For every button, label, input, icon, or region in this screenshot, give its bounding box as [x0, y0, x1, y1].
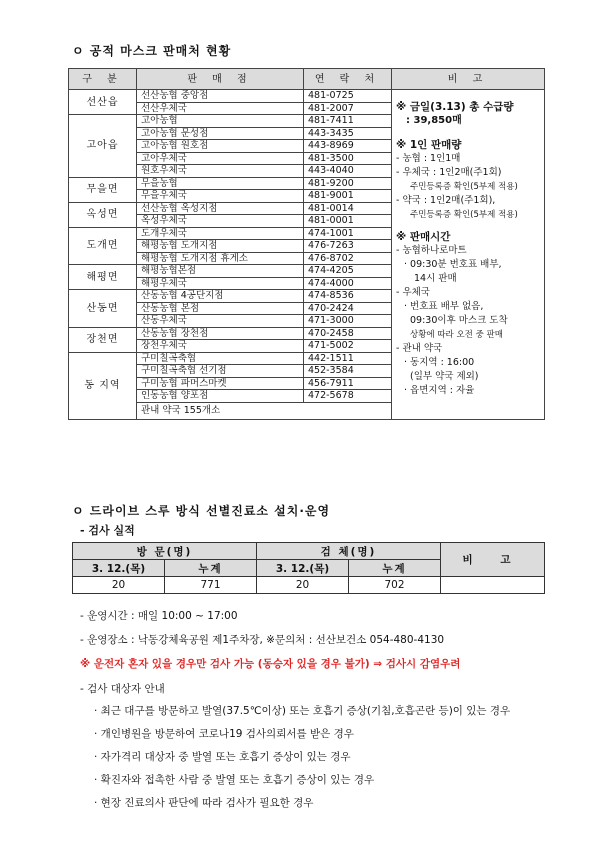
contact-cell: 476-8702	[304, 252, 392, 265]
contact-cell: 474-4000	[304, 277, 392, 290]
target-item: · 개인병원을 방문하여 코로나19 검사의뢰서를 받은 경우	[94, 728, 354, 740]
contact-cell: 481-7411	[304, 115, 392, 128]
store-name-cell: 선산농협 중앙점	[137, 90, 304, 103]
contact-cell: 474-4205	[304, 265, 392, 278]
contact-cell: 443-4040	[304, 165, 392, 178]
note-template	[396, 94, 540, 398]
store-name-cell: 고아농협 원호점	[137, 140, 304, 153]
region-cell: 도개면	[69, 227, 137, 265]
store-name-cell: 고아농협	[137, 115, 304, 128]
region-cell: 옥성면	[69, 202, 137, 227]
test-results-subtitle: - 검사 실적	[80, 524, 135, 537]
contact-cell: 476-7263	[304, 240, 392, 253]
store-name-cell: 산동농협 본점	[137, 302, 304, 315]
time-post: - 우체국	[396, 287, 430, 298]
section-title-mask-sales: ㅇ 공적 마스크 판매처 현황	[72, 44, 232, 58]
store-name-cell: 고아농협 문성점	[137, 127, 304, 140]
store-name-cell: 장천우체국	[137, 340, 304, 353]
store-name-cell: 원호우체국	[137, 165, 304, 178]
limit-pharm: - 약국 : 1인2매(주1회),	[396, 195, 496, 206]
mask-table-header	[69, 69, 545, 90]
header-contact: 연 락 처	[304, 69, 392, 90]
store-name-cell: 인동농협 양포점	[137, 390, 304, 403]
header-category: 구 분	[69, 69, 137, 90]
visit-cumulative-header: 누계	[165, 560, 257, 577]
store-name-cell: 산동농협 장천점	[137, 327, 304, 340]
region-cell: 선산읍	[69, 90, 137, 115]
store-name-cell: 도개우체국	[137, 227, 304, 240]
test-results-table	[72, 542, 545, 594]
supply-title: ※ 금일(3.13) 총 수급량	[396, 101, 514, 113]
visit-today: 20	[73, 577, 165, 594]
sample-date-header: 3. 12.(목)	[257, 560, 349, 577]
store-name-cell: 선산농협 옥성지점	[137, 202, 304, 215]
mask-table-row	[69, 90, 545, 103]
sample-total: 702	[349, 577, 441, 594]
time-pharm-2: (일부 약국 제외)	[410, 371, 479, 382]
region-cell: 산동면	[69, 290, 137, 328]
limit-post-sub: 주민등록증 확인(5부제 적용)	[410, 182, 518, 192]
contact-cell: 470-2424	[304, 302, 392, 315]
note-cell	[392, 90, 545, 420]
limit-nh: - 농협 : 1인1매	[396, 153, 461, 164]
store-name-cell: 산동우체국	[137, 315, 304, 328]
sample-cumulative-header: 누계	[349, 560, 441, 577]
time-post-1: · 번호표 배부 없음,	[404, 301, 484, 312]
section-title-drive-thru: ㅇ 드라이브 스루 방식 선별진료소 설치·운영	[72, 504, 331, 518]
contact-cell: 471-3000	[304, 315, 392, 328]
target-item: · 확진자와 접촉한 사람 중 발열 또는 호흡기 증상이 있는 경우	[94, 774, 375, 786]
target-item: · 최근 대구를 방문하고 발열(37.5℃이상) 또는 호흡기 증상(기침,호흡곤란 등)이 있는 경우	[94, 705, 511, 717]
contact-cell: 470-2458	[304, 327, 392, 340]
supply-value: : 39,850매	[406, 115, 462, 126]
contact-cell: 481-0725	[304, 90, 392, 103]
store-name-cell: 해평농협 도개지점	[137, 240, 304, 253]
contact-cell: 481-2007	[304, 102, 392, 115]
contact-cell: 442-1511	[304, 352, 392, 365]
region-cell: 무을면	[69, 177, 137, 202]
time-nh-1: · 09:30분 번호표 배부,	[404, 259, 502, 270]
store-name-cell: 구미농협 파머스마켓	[137, 377, 304, 390]
limit-post: - 우체국 : 1인2매(주1회)	[396, 167, 502, 178]
contact-cell: 443-3435	[304, 127, 392, 140]
store-name-cell: 관내 약국 155개소	[137, 402, 392, 419]
contact-cell: 481-3500	[304, 152, 392, 165]
region-cell: 장천면	[69, 327, 137, 352]
store-name-cell: 무을농협	[137, 177, 304, 190]
target-item: · 현장 진료의사 판단에 따라 검사가 필요한 경우	[94, 797, 314, 809]
store-name-cell: 산동농협 4공단지점	[137, 290, 304, 303]
region-cell: 동 지역	[69, 352, 137, 419]
contact-cell: 481-9001	[304, 190, 392, 203]
contact-cell: 452-3584	[304, 365, 392, 378]
header-store: 판 매 점	[137, 69, 304, 90]
operating-place: - 운영장소 : 낙동강체육공원 제1주차장, ※문의처 : 선산보건소 054-480-4130	[80, 634, 445, 646]
store-name-cell: 옥성우체국	[137, 215, 304, 228]
target-title: - 검사 대상자 안내	[80, 683, 165, 695]
store-name-cell: 구미칠곡축협	[137, 352, 304, 365]
contact-cell: 471-5002	[304, 340, 392, 353]
time-post-3: 상황에 따라 오전 중 판매	[410, 330, 503, 340]
time-post-2: 09:30이후 마스크 도착	[410, 315, 508, 326]
region-cell: 해평면	[69, 265, 137, 290]
region-cell: 고아읍	[69, 115, 137, 178]
warning-text: ※ 운전자 혼자 있을 경우만 검사 가능 (동승자 있을 경우 불가) ⇒ 검사시 감염우려	[80, 658, 461, 670]
visit-total: 771	[165, 577, 257, 594]
store-name-cell: 선산우체국	[137, 102, 304, 115]
sample-today: 20	[257, 577, 349, 594]
store-name-cell: 해평농협본점	[137, 265, 304, 278]
limit-title: ※ 1인 판매량	[396, 139, 462, 151]
mask-sales-table	[68, 68, 545, 420]
time-nh-2: 14시 판매	[414, 273, 457, 284]
contact-cell: 481-0014	[304, 202, 392, 215]
store-name-cell: 고아우체국	[137, 152, 304, 165]
time-pharm-3: · 읍면지역 : 자율	[404, 385, 475, 396]
store-name-cell: 해평우체국	[137, 277, 304, 290]
time-pharm: - 관내 약국	[396, 343, 443, 354]
test-note-header: 비 고	[441, 543, 545, 577]
contact-cell: 474-1001	[304, 227, 392, 240]
time-nh: - 농협하나로마트	[396, 245, 467, 256]
visit-header: 방 문(명)	[73, 543, 257, 560]
store-name-cell: 무을우체국	[137, 190, 304, 203]
store-name-cell: 해평농협 도개지점 휴게소	[137, 252, 304, 265]
store-name-cell: 구미칠곡축협 선기점	[137, 365, 304, 378]
test-note-cell	[441, 577, 545, 594]
contact-cell: 472-5678	[304, 390, 392, 403]
target-item: · 자가격리 대상자 중 발열 또는 호흡기 증상이 있는 경우	[94, 751, 351, 763]
contact-cell: 481-9200	[304, 177, 392, 190]
contact-cell: 481-0001	[304, 215, 392, 228]
limit-pharm-sub: 주민등록증 확인(5부제 적용)	[410, 210, 518, 220]
mask-table-body	[69, 90, 545, 420]
contact-cell: 456-7911	[304, 377, 392, 390]
visit-date-header: 3. 12.(목)	[73, 560, 165, 577]
time-pharm-1: · 동지역 : 16:00	[404, 357, 475, 368]
contact-cell: 443-8969	[304, 140, 392, 153]
contact-cell: 474-8536	[304, 290, 392, 303]
sample-header: 검 체(명)	[257, 543, 441, 560]
time-title: ※ 판매시간	[396, 231, 451, 243]
header-note: 비 고	[392, 69, 545, 90]
operating-hours: - 운영시간 : 매일 10:00 ~ 17:00	[80, 610, 238, 622]
